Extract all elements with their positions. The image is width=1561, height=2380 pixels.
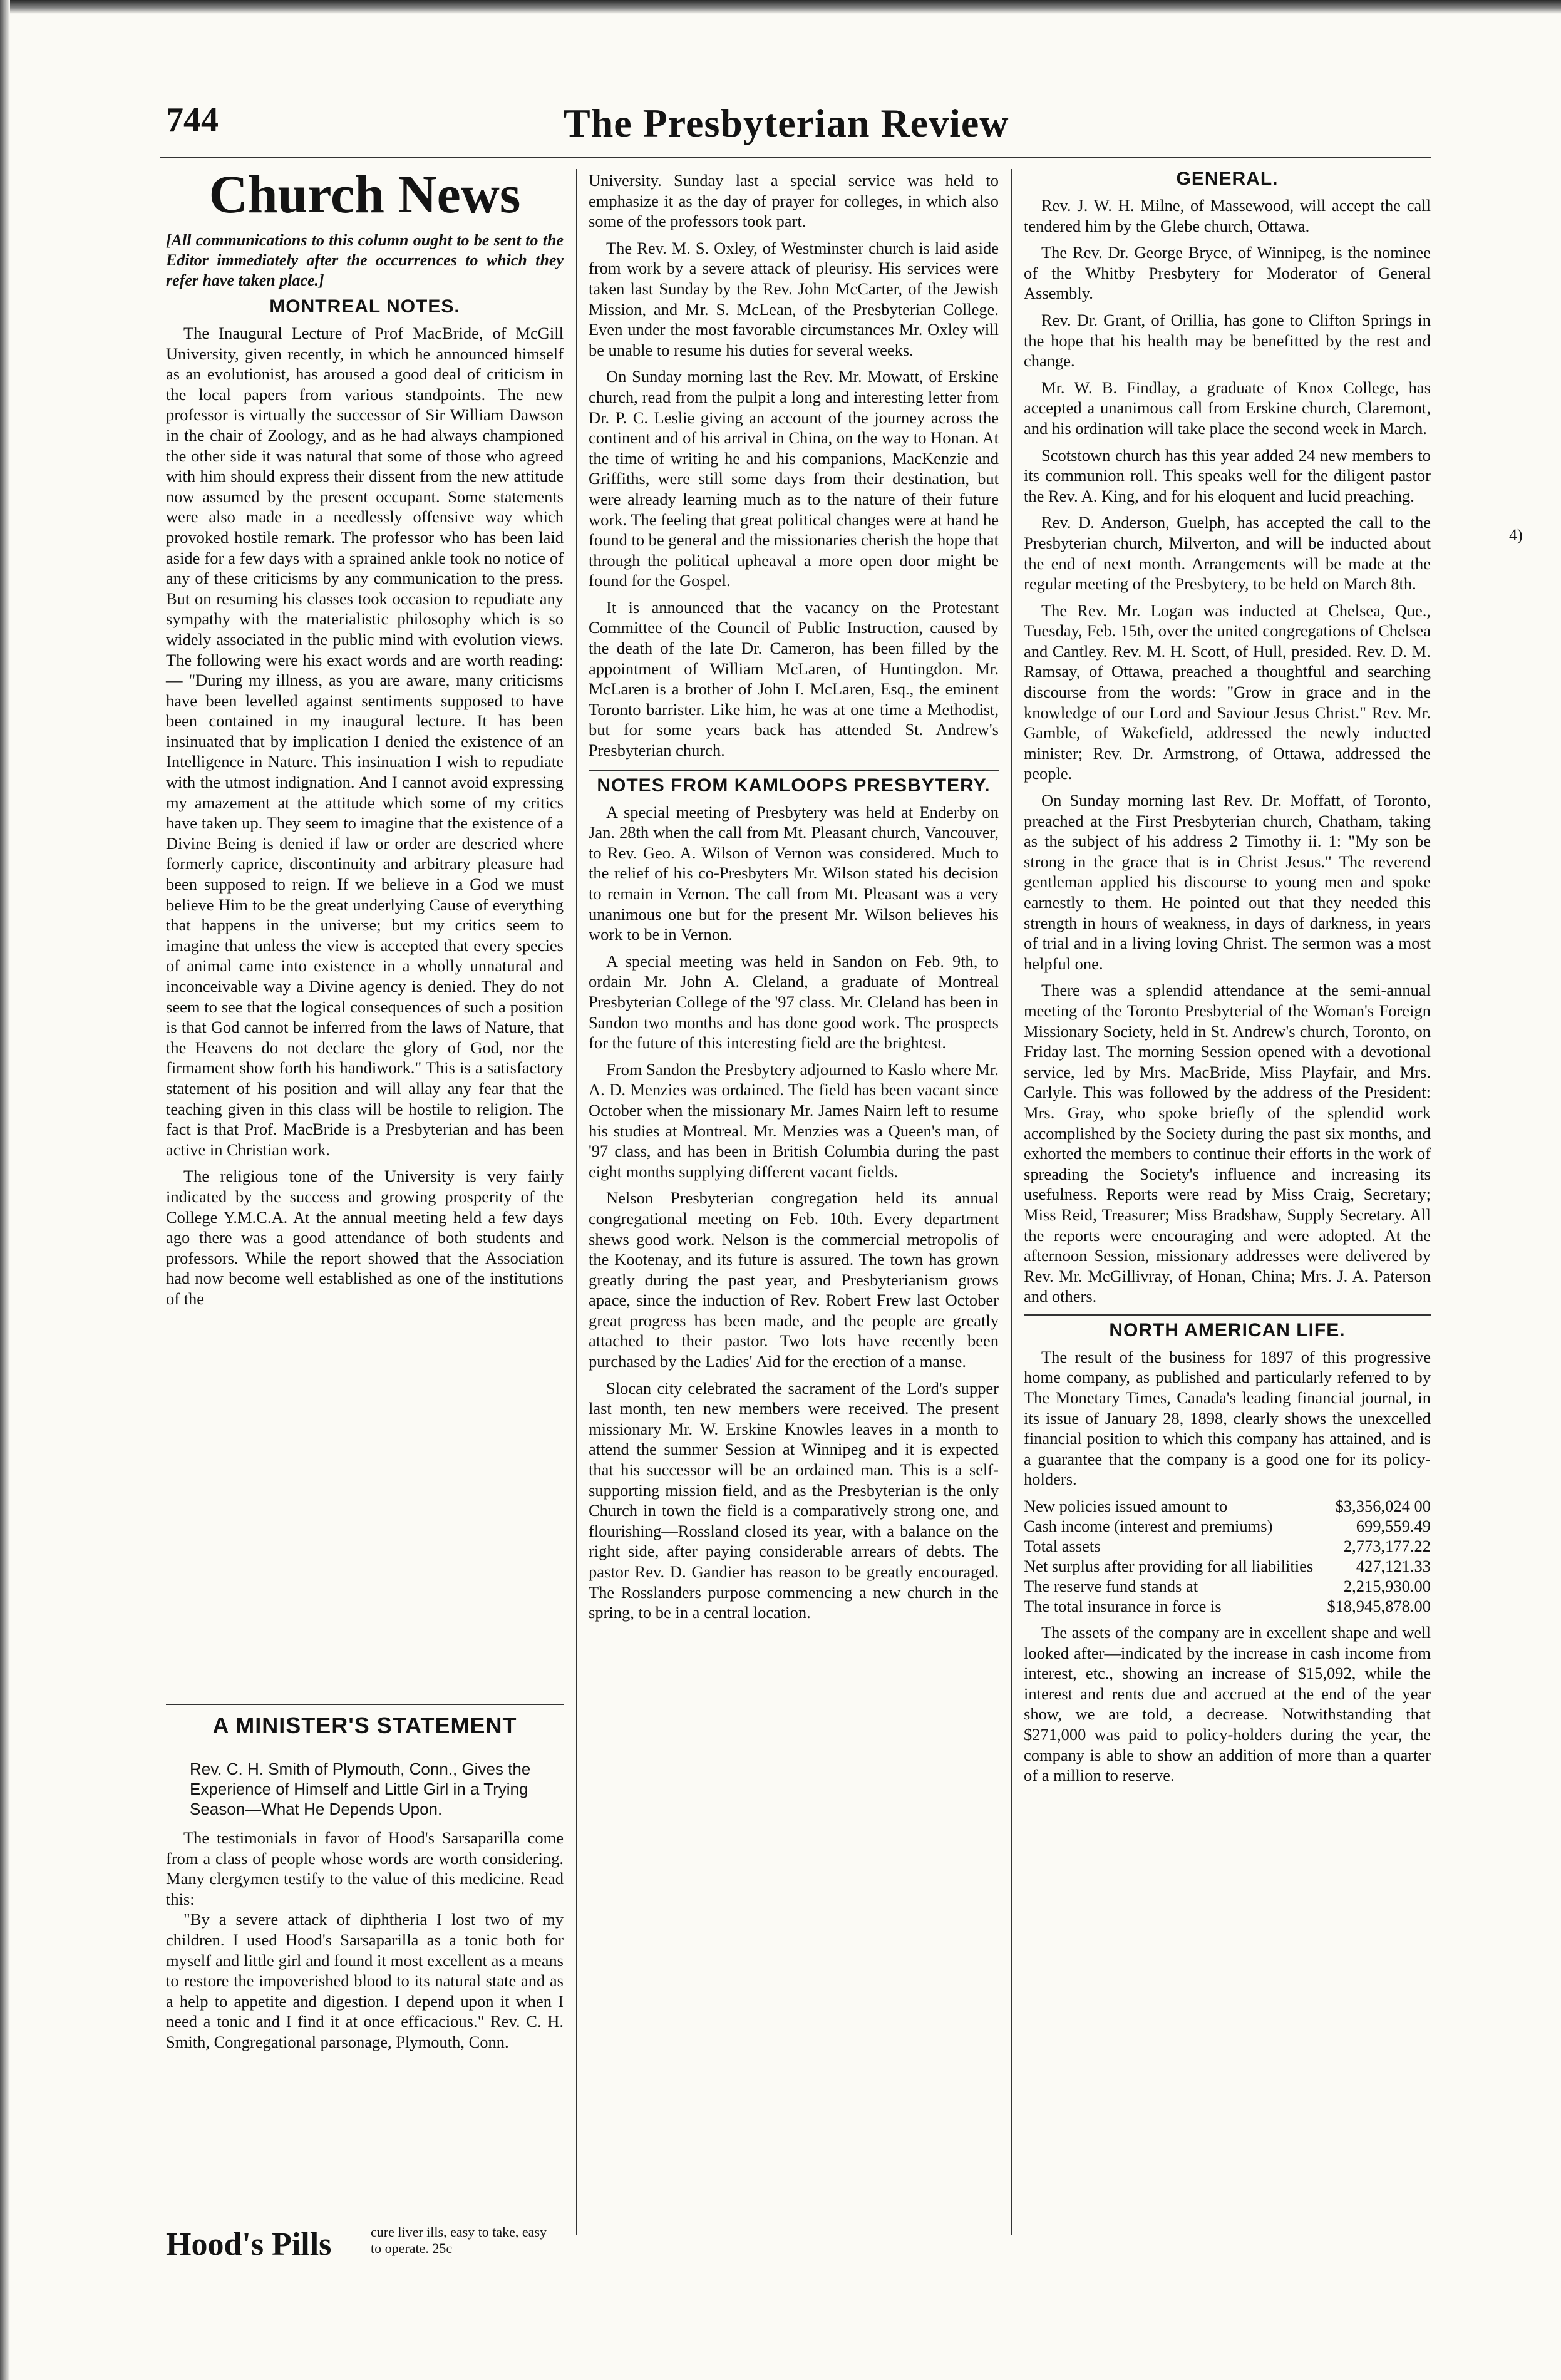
section-rule [1024,1314,1431,1316]
row-value: 2,773,177.22 [1343,1537,1431,1556]
ad-top-rule [166,1704,564,1705]
table-row [1024,1576,1431,1596]
row-value: 699,559.49 [1356,1517,1431,1536]
page-number: 744 [166,101,219,140]
header-rule [160,157,1431,158]
row-label: Net surplus after providing for all liabilities [1024,1557,1314,1576]
north-american-heading: NORTH AMERICAN LIFE. [1109,1319,1346,1341]
montreal-paragraph: The religious tone of the University is very fairly indicated by the success and growing prosperity of the College Y.M.C.A. At the annual meeting held a few days ago there was a good attendance of both students and professors. While the report showed that the Association had now become well established as one of the institutions of the [166,1167,564,1308]
general-paragraph: Mr. W. B. Findlay, a graduate of Knox College, has accepted a unanimous call from Erskine church, Claremont, and his ordination will take place the second week in March. [1024,378,1431,438]
section-rule [589,770,999,771]
row-label: New policies issued amount to [1024,1497,1228,1516]
general-paragraph: Scotstown church has this year added 24 new members to its communion roll. This speaks well for the diligent pastor the Rev. A. King, and for his eloquent and lucid preaching. [1024,445,1431,505]
hoods-pills-tagline: cure liver ills, easy to take, easy to operate. 25c [371,2224,547,2256]
general-heading: GENERAL. [1176,168,1279,189]
table-row [1024,1536,1431,1556]
hoods-advertisement [166,1713,564,2053]
church-news-title: Church News [209,164,521,224]
scan-edge-left [0,0,10,2380]
middle-paragraph: It is announced that the vacancy on the Protestant Committee of the Council of Public Instruction, caused by the death of the late Dr. Cameron, has been filled by the appointment of William McLaren, of Huntingdon. Mr. McLaren is a brother of John I. McLaren, Esq., the eminent Toronto barrister. Like him, he was at one time a Methodist, but for some years back has attended St. Andrew's Presbyterian church. [589,597,999,760]
editor-note: [All communications to this column ought to be sent to the Editor immediately after the occurrences to which they refer have taken place.] [166,231,564,289]
middle-paragraph: The Rev. M. S. Oxley, of Westminster church is laid aside from work by a severe attack of pleurisy. His services were taken last Sunday by the Rev. John McCarter, of the Jewish Mission, and Mr. S. McLean, of the Presbyterian College. Even under the most favorable circumstances Mr. Oxley will be unable to resume his duties for several weeks. [589,238,999,359]
kamloops-paragraph: A special meeting was held in Sandon on Feb. 9th, to ordain Mr. John A. Cleland, a graduate of Montreal Presbyterian College of the '97 class. Mr. Cleland has been in Sandon two months and has done good work. The prospects for the future of this interesting field are the brightest. [589,951,999,1053]
row-label: The total insurance in force is [1024,1597,1222,1616]
table-row [1024,1516,1431,1536]
table-row [1024,1556,1431,1576]
north-american-intro: The result of the business for 1897 of this progressive home company, as published and particularly referred to by The Monetary Times, Canada's leading financial journal, in its issue of January 28, 1898, clearly shows the unexcelled financial position to which this company has attained, and is a guarantee that the company is a good one for its policy-holders. [1024,1347,1431,1489]
montreal-notes-heading: MONTREAL NOTES. [269,296,460,317]
kamloops-paragraph: A special meeting of Presbytery was held at Enderby on Jan. 28th when the call from Mt. Pleasant church, Vancouver, to Rev. Geo. A. Wilson of Vernon was considered. Much to the relief of his co-Presbyters Mr. Wilson stated his decision to remain in Vernon. The call from Mt. Pleasant was a very unanimous one but for the present Mr. Wilson believes his work to be in Vernon. [589,802,999,944]
north-american-closing: The assets of the company are in excellent shape and well looked after—indicated by the increase in cash income from interest, etc., showing an increase of $15,092, while the interest and rents due and accrued at the end of the year show, we are told, a decrease. Notwithstanding that $271,000 was paid to policy-holders during the year, the company is able to show an addition of more than a quarter of a million to reserve. [1024,1623,1431,1785]
financial-table [1024,1496,1431,1616]
column-rule-2 [1011,169,1012,2235]
column-middle [589,170,999,1629]
ad-heading: A MINISTER'S STATEMENT [212,1713,517,1738]
row-value: $3,356,024 00 [1335,1497,1431,1516]
hoods-pills-brand: Hood's Pills [166,2227,332,2262]
kamloops-heading: NOTES FROM KAMLOOPS PRESBYTERY. [597,775,991,796]
kamloops-paragraph: Nelson Presbyterian congregation held its annual congregational meeting on Feb. 10th. Every department shews good work. Nelson is the commercial metropolis of the Kootenay, and its future is assured. The town has grown greatly during the past year, and Presbyterianism grows apace, since the induction of Rev. Robert Frew last October great progress has been made, and the people are greatly attached to their pastor. Two lots have recently been purchased by the Ladies' Aid for the erection of a manse. [589,1188,999,1371]
middle-paragraph: On Sunday morning last the Rev. Mr. Mowatt, of Erskine church, read from the pulpit a long and interesting letter from Dr. P. C. Leslie giving an account of the journey across the continent and of his arrival in China, on the way to Honan. At the time of writing he and his companions, MacKenzie and Griffiths, were still some days from their destination, but were already learning much as to the nature of their future work. The feeling that great political changes were at hand he found to be general and the missionaries cherish the hope that through the political upheaval a more open door might be found for the Gospel. [589,367,999,590]
general-paragraph: Rev. Dr. Grant, of Orillia, has gone to Clifton Springs in the hope that his health may be benefitted by the rest and change. [1024,310,1431,371]
ad-paragraph: "By a severe attack of diphtheria I lost two of my children. I used Hood's Sarsaparilla as a tonic both for myself and little girl and found it most excellent as a means to restore the impoverished blood to its natural state and as a help to appetite and digestion. I depend upon it when I need a tonic and I find it at once efficacious." Rev. C. H. Smith, Congregational parsonage, Plymouth, Conn. [166,1910,564,2051]
table-row [1024,1496,1431,1516]
row-label: The reserve fund stands at [1024,1577,1198,1596]
column-rule-1 [576,169,577,2235]
ad-paragraph: The testimonials in favor of Hood's Sarsaparilla come from a class of people whose words are worth considering. Many clergymen testify to the value of this medicine. Read this: [166,1828,564,1909]
ad-deck: Rev. C. H. Smith of Plymouth, Conn., Gives the Experience of Himself and Little Girl in a Trying Season—What He Depends Upon. [190,1759,531,1818]
general-paragraph: Rev. J. W. H. Milne, of Massewood, will accept the call tendered him by the Glebe church, Ottawa. [1024,196,1431,235]
ad-body [166,1828,564,2053]
row-label: Total assets [1024,1537,1101,1556]
table-row [1024,1596,1431,1616]
journal-title: The Presbyterian Review [564,101,1009,145]
general-paragraph: There was a splendid attendance at the semi-annual meeting of the Toronto Presbyterial of the Woman's Foreign Missionary Society, held in St. Andrew's church, Toronto, on Friday last. The morning Session opened with a devotional service, led by Mrs. MacBride, Miss Playfair, and Mrs. Carlyle. This was followed by the address of the President: Mrs. Gray, who spoke briefly of the splendid work accomplished by the Society during the past six months, and exhorted the members to continue their efforts in the work of spreading the Society's influence and increasing its usefulness. Reports were read by Miss Craig, Secretary; Miss Reid, Treasurer; Miss Bradshaw, Supply Secretary. All the reports were encouraging and were adopted. At the afternoon Session, missionary addresses were delivered by Rev. Mr. McGillivray, of Honan, China; Mrs. J. A. Paterson and others. [1024,981,1431,1306]
kamloops-paragraph: From Sandon the Presbytery adjourned to Kaslo where Mr. A. D. Menzies was ordained. The field has been vacant since October when the missionary Mr. James Nairn left to resume his studies at Montreal. Mr. Menzies was a Queen's man, of '97 class, and has been in British Columbia during the past eight months supplying different vacant fields. [589,1059,999,1181]
row-label: Cash income (interest and premiums) [1024,1517,1273,1536]
general-paragraph: The Rev. Mr. Logan was inducted at Chelsea, Que., Tuesday, Feb. 15th, over the united congregations of Chelsea and Cantley. Rev. M. H. Scott, of Hull, presided. Rev. D. M. Ramsay, of Ottawa, preached a thoughtful and searching discourse from the words: "Grow in grace and in the knowledge of our Lord and Saviour Jesus Christ." Rev. Mr. Gamble, of Wakefield, addressed the newly inducted minister; Rev. Dr. Armstrong, of Ottawa, addressed the people. [1024,600,1431,783]
general-paragraph: The Rev. Dr. George Bryce, of Winnipeg, is the nominee of the Whitby Presbytery for Moderator of General Assembly. [1024,243,1431,303]
montreal-paragraph: The Inaugural Lecture of Prof MacBride, of McGill University, given recently, in which he announced himself as an evolutionist, has aroused a good deal of criticism in the local papers from various standpoints. The new professor is virtually the successor of Sir William Dawson in the chair of Zoology, and as he had always championed the other side it was natural that some of those who agreed with him should express their dissent from the new attitude now assumed by the present occupant. Some statements were also made in a needlessly offensive way which provoked hostile remark. The professor who has been laid aside for a few days with a sprained ankle took no notice of any of these criticisms by any communication to the press. But on resuming his classes took occasion to repudiate any sympathy with the materialistic philosophy which is so widely associated in the public mind with evolution views. The following were his exact words and are worth reading:— "During my illness, as you are aware, many criticisms have been levelled against sentiments supposed to have been contained in my inaugural lecture. It has been insinuated that by implication I denied the existence of an Intelligence in Nature. This insinuation I wish to repudiate with the utmost indignation. And I cannot avoid expressing my amazement at the attitude which some of my critics have taken up. They seem to imagine that the existence of a Divine Being is denied if law or order are descried where formerly caprice, discontinuity and arbitrary pleasure had been supposed to reign. If we believe in a God we must believe Him to be the great underlying Cause of everything that happens in the universe; but my critics seem to imagine that unless the view is accepted that every species of animal came into existence in a wholly unnatural and inconceivable way a Divine agency is denied. They do not seem to see that the logical consequences of such a position is that God cannot be inferred from the laws of Nature, that the Heavens do not declare the glory of God, nor the firmament show forth his handiwork." This is a satisfactory statement of his position and will allay any fear that the teaching given in this class will be hostile to religion. The fact is that Prof. MacBride is a Presbyterian and has been active in Christian work. [166,324,564,1159]
row-value: $18,945,878.00 [1327,1597,1431,1616]
general-paragraph: Rev. D. Anderson, Guelph, has accepted the call to the Presbyterian church, Milverton, and will be inducted about the end of next month. Arrangements will be made at the regular meeting of the Presbytery, to be held on March 8th. [1024,513,1431,594]
column-right [1024,164,1431,1792]
general-paragraph: On Sunday morning last Rev. Dr. Moffatt, of Toronto, preached at the First Presbyterian church, Chatham, taking as the subject of his address 2 Timothy ii. 1: "My son be strong in the grace that is in Christ Jesus." The reverend gentleman applied his discourse to young men and spoke earnestly to them. He pointed out that they needed this strength in hours of weakness, in days of darkness, in years of trial and in a living loving Christ. The sermon was a most helpful one. [1024,791,1431,973]
middle-paragraph: University. Sunday last a special service was held to emphasize it as the day of prayer for colleges, in which also some of the professors took part. [589,171,999,231]
row-value: 2,215,930.00 [1343,1577,1431,1596]
scan-edge-top [0,0,1561,14]
kamloops-paragraph: Slocan city celebrated the sacrament of the Lord's supper last month, ten new members were received. The present missionary Mr. W. Erskine Knowles leaves in a month to attend the summer Session at Winnipeg and it is expected that his successor will be an ordained man. This is a self-supporting mission field, and as the Presbyterian is the only Church in town the field is a comparatively strong one, and flourishing—Rossland closed its year, with a balance on the right side, after paying considerable arrears of debts. The pastor Rev. D. Gandier has reason to be greatly encouraged. The Rosslanders purpose commencing a new church in the spring, to be in a central location. [589,1378,999,1622]
column-left [166,164,564,1316]
margin-mark: 4) [1509,526,1523,544]
row-value: 427,121.33 [1356,1557,1431,1576]
